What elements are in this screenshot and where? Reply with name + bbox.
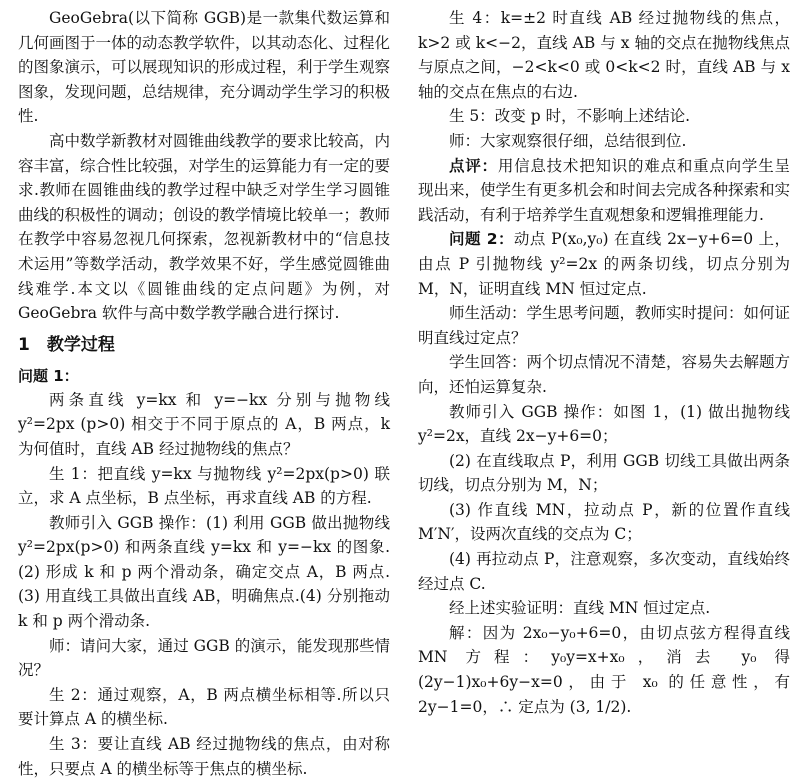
student2-answer: 生 2：通过观察，A，B 两点横坐标相等.所以只要计算点 A 的横坐标. [18,685,390,729]
comment-text: 用信息技术把知识的难点和重点向学生呈现出来，使学生有更多机会和时间去完成各种探索和实践活动，有利于培养学生直观想象和逻辑推理能力. [418,156,791,224]
background-paragraph: 高中数学新教材对圆锥曲线教学的要求比较高，内容丰富，综合性比较强，对学生的运算能力有一定的要求.教师在圆锥曲线的教学过程中缺乏对学生学习圆锥曲线的积极性的调动；创设的教学情境比较单一；教师在教学中容易忽视几何探索，忽视新教材中的“信息技术运用”等数学活动，教学效果不好，学生感觉圆锥曲线难学.本文以《圆锥曲线的定点问题》为例，对 GeoGebra 软件与高中数学教学融合进行探讨. [18,131,391,323]
problem2-label: 问题 2： [449,230,514,249]
problem1-statement: 两条直线 y=kx 和 y=−kx 分别与抛物线 y²=2px (p>0) 相交于不同于原点的 A，B 两点，k 为何值时，直线 AB 经过抛物线的焦点？ [18,390,390,458]
teacher-ggb-steps-1: 教师引入 GGB 操作：(1) 利用 GGB 做出抛物线 y²=2px(p>0) 和两条直线 y=kx 和 y=−kx 的图象.(2) 形成 k 和 p 两个滑动条，确定交点 A，B 两点.(3) 用直线工具做出直线 AB，明确焦点.(4) 分别拖动 k 和 p 两个滑动条. [18,513,390,631]
activity-paragraph: 师生活动：学生思考问题，教师实时提问：如何证明直线过定点？ [418,304,791,347]
solution-paragraph: 解：因为 2x₀−y₀+6=0，由切点弦方程得直线 MN 方程：y₀y=x+x₀，消去 y₀ 得 (2y−1)x₀+6y−x=0，由于 x₀ 的任意性，有 2y−1=0，∴ 定点为 (3, 1/2). [418,623,790,716]
comment-label: 点评： [449,156,498,175]
intro-paragraph: GeoGebra(以下简称 GGB)是一款集代数运算和几何画图于一体的动态教学软件，以其动态化、过程化的图象演示，可以展现知识的形成过程，利于学生观察图象，发现问题，总结规律，充分调动学生学习的积极性. [18,9,391,126]
student5-answer: 生 5：改变 p 时，不影响上述结论. [449,107,690,126]
problem2-paragraph [418,227,790,301]
experiment-conclusion: 经上述实验证明：直线 MN 恒过定点. [449,599,711,618]
problem1-label: 问题 1： [18,366,79,385]
student-response: 学生回答：两个切点情况不清楚，容易失去解题方向，还怕运算复杂. [418,353,791,396]
ggb-step-4: (4) 再拉动点 P，注意观察，多次变动，直线始终经过点 C. [418,550,790,593]
student4-answer: 生 4：k=±2 时直线 AB 经过抛物线的焦点，k>2 或 k<−2，直线 AB 与 x 轴的交点在抛物线焦点与原点之间，−2<k<0 或 0<k<2 时，直线 AB 与 x 轴的交点在焦点的右边. [418,9,790,101]
comment-paragraph [418,154,790,228]
teacher-ggb-steps-2: 教师引入 GGB 操作：如图 1，(1) 做出抛物线 y²=2x，直线 2x−y+6=0； [418,402,790,446]
problem2-text: 动点 P(x₀,y₀) 在直线 2x−y+6=0 上，由点 P 引抛物线 y²=2x 的两条切线，切点分别为 M，N，证明直线 MN 恒过定点. [418,230,790,298]
left-column [18,6,390,781]
student3-answer: 生 3：要让直线 AB 经过抛物线的焦点，由对称性，只要点 A 的横坐标等于焦点的横坐标. [18,735,390,778]
student1-answer: 生 1：把直线 y=kx 与抛物线 y²=2px(p>0) 联立，求 A 点坐标，B 点坐标，再求直线 AB 的方程. [18,464,390,508]
teacher-praise: 师：大家观察很仔细，总结很到位. [449,131,687,150]
ggb-step-3: (3) 作直线 MN，拉动点 P，新的位置作直线 M′N′，设两次直线的交点为 C； [418,500,790,544]
teacher-question: 师：请问大家，通过 GGB 的演示，能发现那些情况？ [18,636,390,680]
section-heading: 1 教学过程 [18,334,115,355]
right-column [418,6,790,719]
ggb-step-2: (2) 在直线取点 P，利用 GGB 切线工具做出两条切线，切点分别为 M，N； [418,451,790,495]
